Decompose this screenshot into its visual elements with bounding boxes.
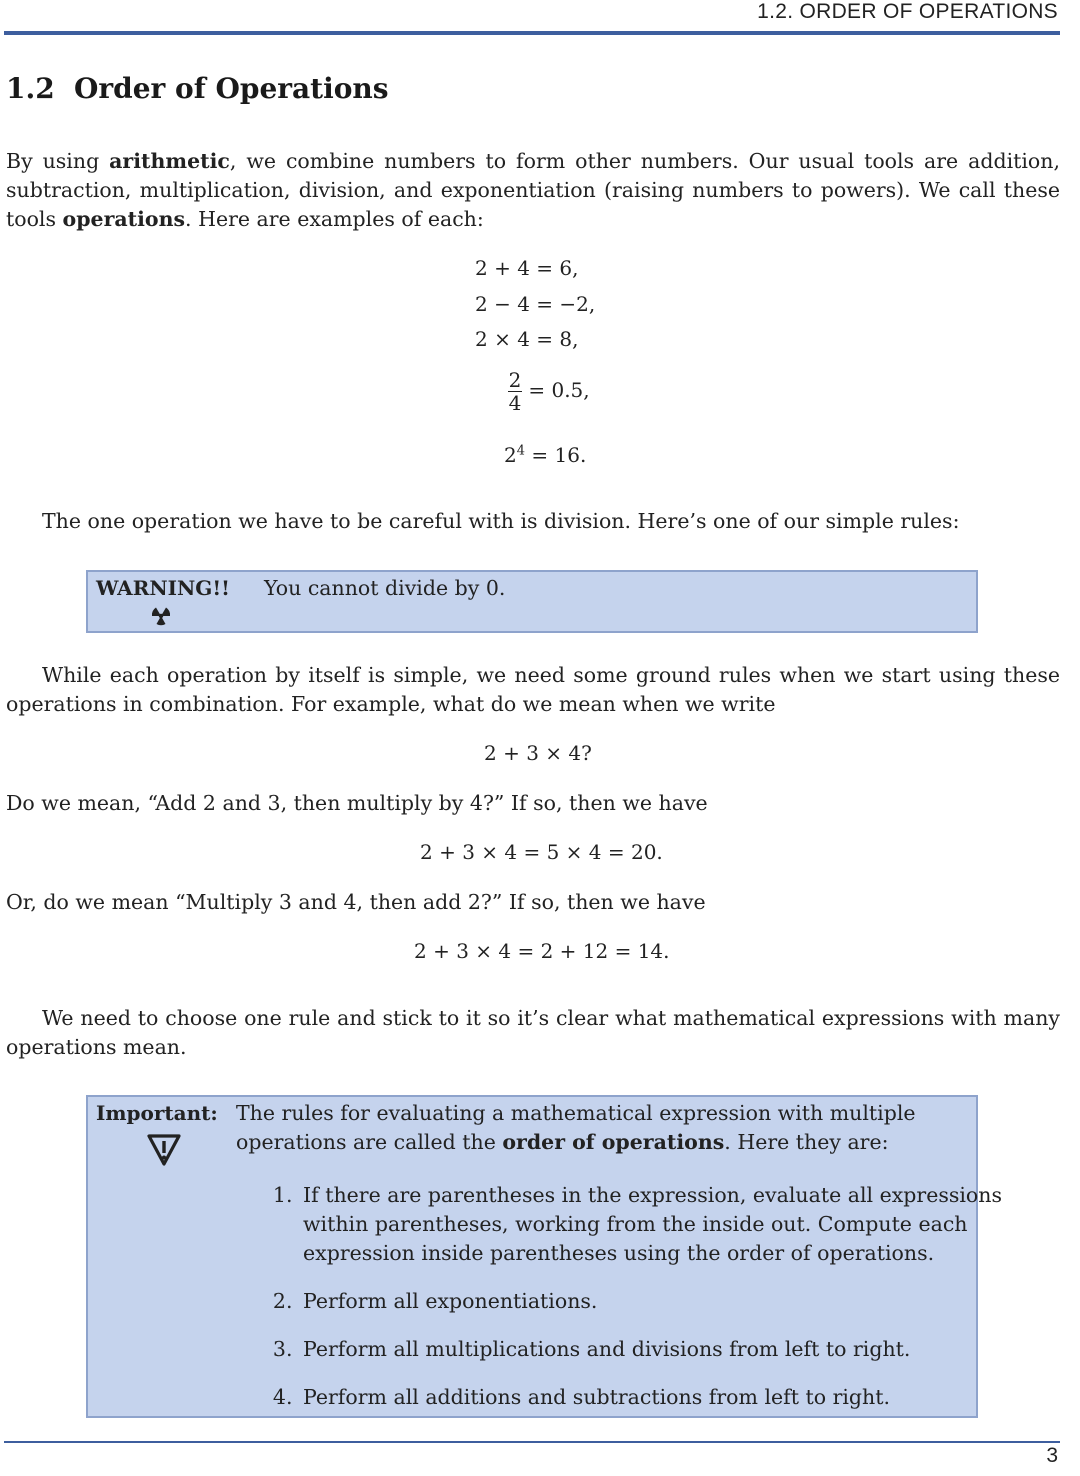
section-title: [6, 72, 389, 105]
example-multiplication: 2 × 4 = 8,: [475, 327, 579, 351]
important-box: [86, 1095, 1002, 1418]
power-result: = 16.: [525, 443, 587, 467]
option-two-expression: 2 + 3 × 4 = 2 + 12 = 14.: [414, 939, 670, 963]
example-subtraction: 2 − 4 = −2,: [475, 292, 596, 316]
rule-item: 1. If there are parentheses in the expression, evaluate all expressions within parentheses, working from the inside out. Compute each expression inside parentheses using the order of operations.: [299, 1181, 1005, 1268]
intro-text-2: , we combine numbers to form other numbers. Our usual tools are addition, subtraction, multiplication, division, and exponentiation (raising numbers to powers). We call these tools: [6, 149, 1060, 231]
choose-paragraph: We need to choose one rule and stick to it so it’s clear what mathematical expressions with many operations mean.: [6, 1006, 1060, 1059]
intro-text-1: By using: [6, 149, 110, 173]
footer-rule: [4, 1441, 1060, 1443]
rule-item: 3. Perform all multiplications and divisions from left to right.: [299, 1335, 1005, 1364]
warning-box: [86, 570, 978, 633]
section-title-text: Order of Operations: [74, 72, 389, 105]
example-division: [508, 369, 590, 414]
combination-paragraph: While each operation by itself is simple, we need some ground rules when we start using these operations in combination. For example, what do we mean when we write: [6, 663, 1060, 716]
rules-list: [263, 1181, 1005, 1431]
division-result: = 0.5,: [528, 378, 590, 402]
term-arithmetic: arithmetic: [109, 149, 230, 173]
option-two-text: Or, do we mean “Multiply 3 and 4, then add 2?” If so, then we have: [6, 890, 706, 914]
fraction: [508, 369, 522, 414]
expression-question: 2 + 3 × 4?: [484, 741, 592, 765]
example-exponentiation: [504, 443, 586, 467]
term-operations: operations: [62, 207, 186, 231]
warning-text: You cannot divide by 0.: [264, 576, 506, 600]
running-header: 1.2. ORDER OF OPERATIONS: [757, 0, 1058, 23]
division-intro: The one operation we have to be careful with is division. Here’s one of our simple rules:: [42, 509, 960, 533]
important-label: Important:: [96, 1101, 218, 1125]
power-exponent: 4: [516, 443, 526, 459]
fraction-numerator: 2: [508, 368, 522, 392]
intro-text-3: . Here are examples of each:: [185, 207, 484, 231]
important-text: [236, 1099, 974, 1157]
warning-label: WARNING!!: [96, 576, 230, 600]
important-text-1: The rules for evaluating a mathematical expression with multiple operations are called the: [236, 1101, 916, 1154]
option-one-expression: 2 + 3 × 4 = 5 × 4 = 20.: [420, 840, 663, 864]
option-one-text: Do we mean, “Add 2 and 3, then multiply by 4?” If so, then we have: [6, 791, 708, 815]
term-order-of-operations: order of operations: [502, 1130, 725, 1154]
exclamation-triangle-icon: [146, 1133, 182, 1167]
header-rule: [4, 31, 1060, 35]
radiation-icon: [150, 604, 172, 626]
fraction-denominator: 4: [508, 391, 522, 415]
section-number: 1.2: [6, 72, 55, 105]
rule-item: 2. Perform all exponentiations.: [299, 1287, 1005, 1316]
page-number: 3: [1046, 1444, 1058, 1467]
intro-paragraph: [6, 147, 1060, 234]
power-base: 2: [504, 443, 517, 467]
important-text-2: . Here they are:: [724, 1130, 889, 1154]
rule-item: 4. Perform all additions and subtractions from left to right.: [299, 1383, 1005, 1412]
example-addition: 2 + 4 = 6,: [475, 256, 579, 280]
